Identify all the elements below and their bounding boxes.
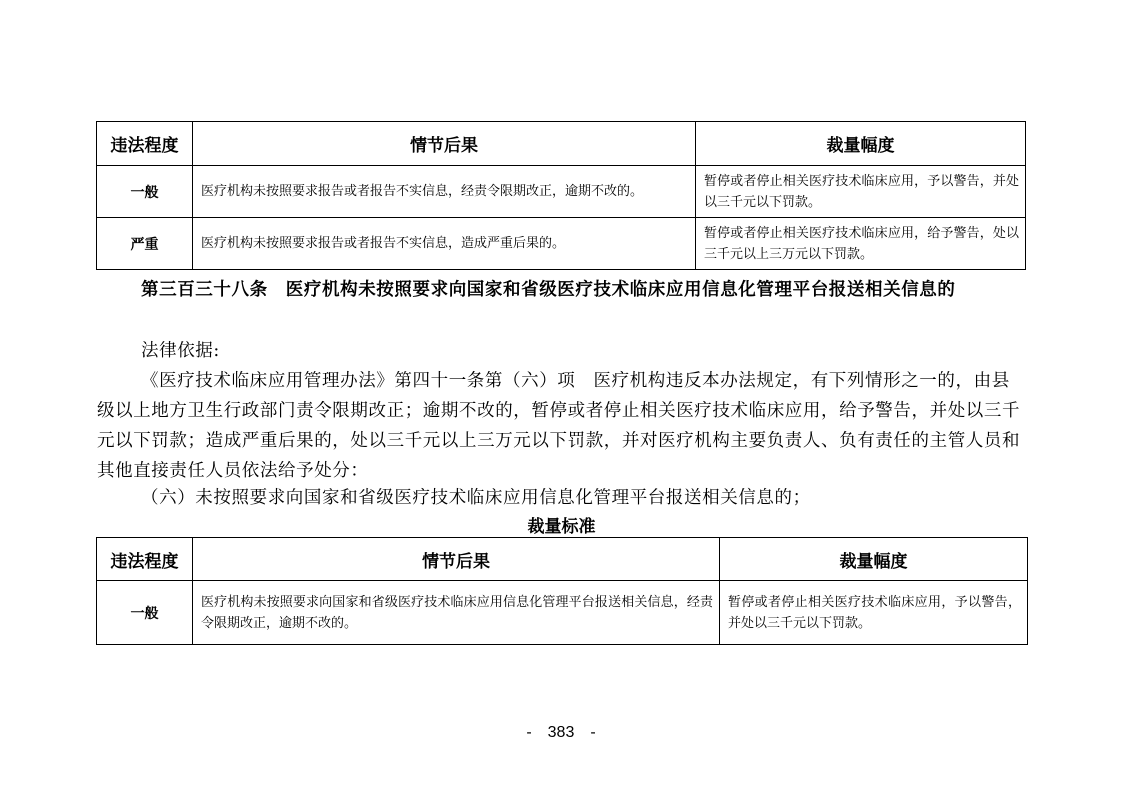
- table-row: [97, 218, 1026, 270]
- penalty-text: 暂停或者停止相关医疗技术临床应用，给予警告，处以三千元以上三万元以下罚款。: [696, 218, 1026, 270]
- header-circumstances: 情节后果: [193, 122, 696, 166]
- header-circumstances: 情节后果: [193, 538, 720, 581]
- penalty-text: 暂停或者停止相关医疗技术临床应用，予以警告，并处以三千元以下罚款。: [696, 166, 1026, 218]
- table-row: [97, 166, 1026, 218]
- page-number: - 383 -: [526, 724, 596, 741]
- table-header-row: [97, 538, 1028, 581]
- circumstance-text: 医疗机构未按照要求报告或者报告不实信息，造成严重后果的。: [193, 218, 696, 270]
- header-violation-degree: 违法程度: [97, 122, 193, 166]
- article-title: 第三百三十八条 医疗机构未按照要求向国家和省级医疗技术临床应用信息化管理平台报送相关信息的: [141, 280, 956, 300]
- table-caption: 裁量标准: [527, 517, 596, 537]
- violation-level: 一般: [97, 166, 193, 218]
- penalty-text: 暂停或者停止相关医疗技术临床应用，予以警告，并处以三千元以下罚款。: [720, 581, 1028, 645]
- legal-basis-item: （六）未按照要求向国家和省级医疗技术临床应用信息化管理平台报送相关信息的；: [141, 488, 811, 508]
- header-penalty-range: 裁量幅度: [720, 538, 1028, 581]
- header-penalty-range: 裁量幅度: [696, 122, 1026, 166]
- discretion-table-bottom: [96, 537, 1028, 645]
- violation-level: 一般: [97, 581, 193, 645]
- table-header-row: [97, 122, 1026, 166]
- circumstance-text: 医疗机构未按照要求报告或者报告不实信息，经责令限期改正，逾期不改的。: [193, 166, 696, 218]
- table-row: [97, 581, 1028, 645]
- circumstance-text: 医疗机构未按照要求向国家和省级医疗技术临床应用信息化管理平台报送相关信息，经责令限期改正，逾期不改的。: [193, 581, 720, 645]
- discretion-table-top: [96, 121, 1026, 270]
- header-violation-degree: 违法程度: [97, 538, 193, 581]
- violation-level: 严重: [97, 218, 193, 270]
- legal-basis-label: 法律依据:: [141, 341, 220, 361]
- legal-basis-text: 《医疗技术临床应用管理办法》第四十一条第（六）项 医疗机构违反本办法规定，有下列情形之一的，由县级以上地方卫生行政部门责令限期改正；逾期不改的，暂停或者停止相关医疗技术临床应用，给予警告，并处以三千元以下罚款；造成严重后果的，处以三千元以上三万元以下罚款，并对医疗机构主要负责人、负有责任的主管人员和其他直接责任人员依法给予处分：: [97, 371, 1021, 481]
